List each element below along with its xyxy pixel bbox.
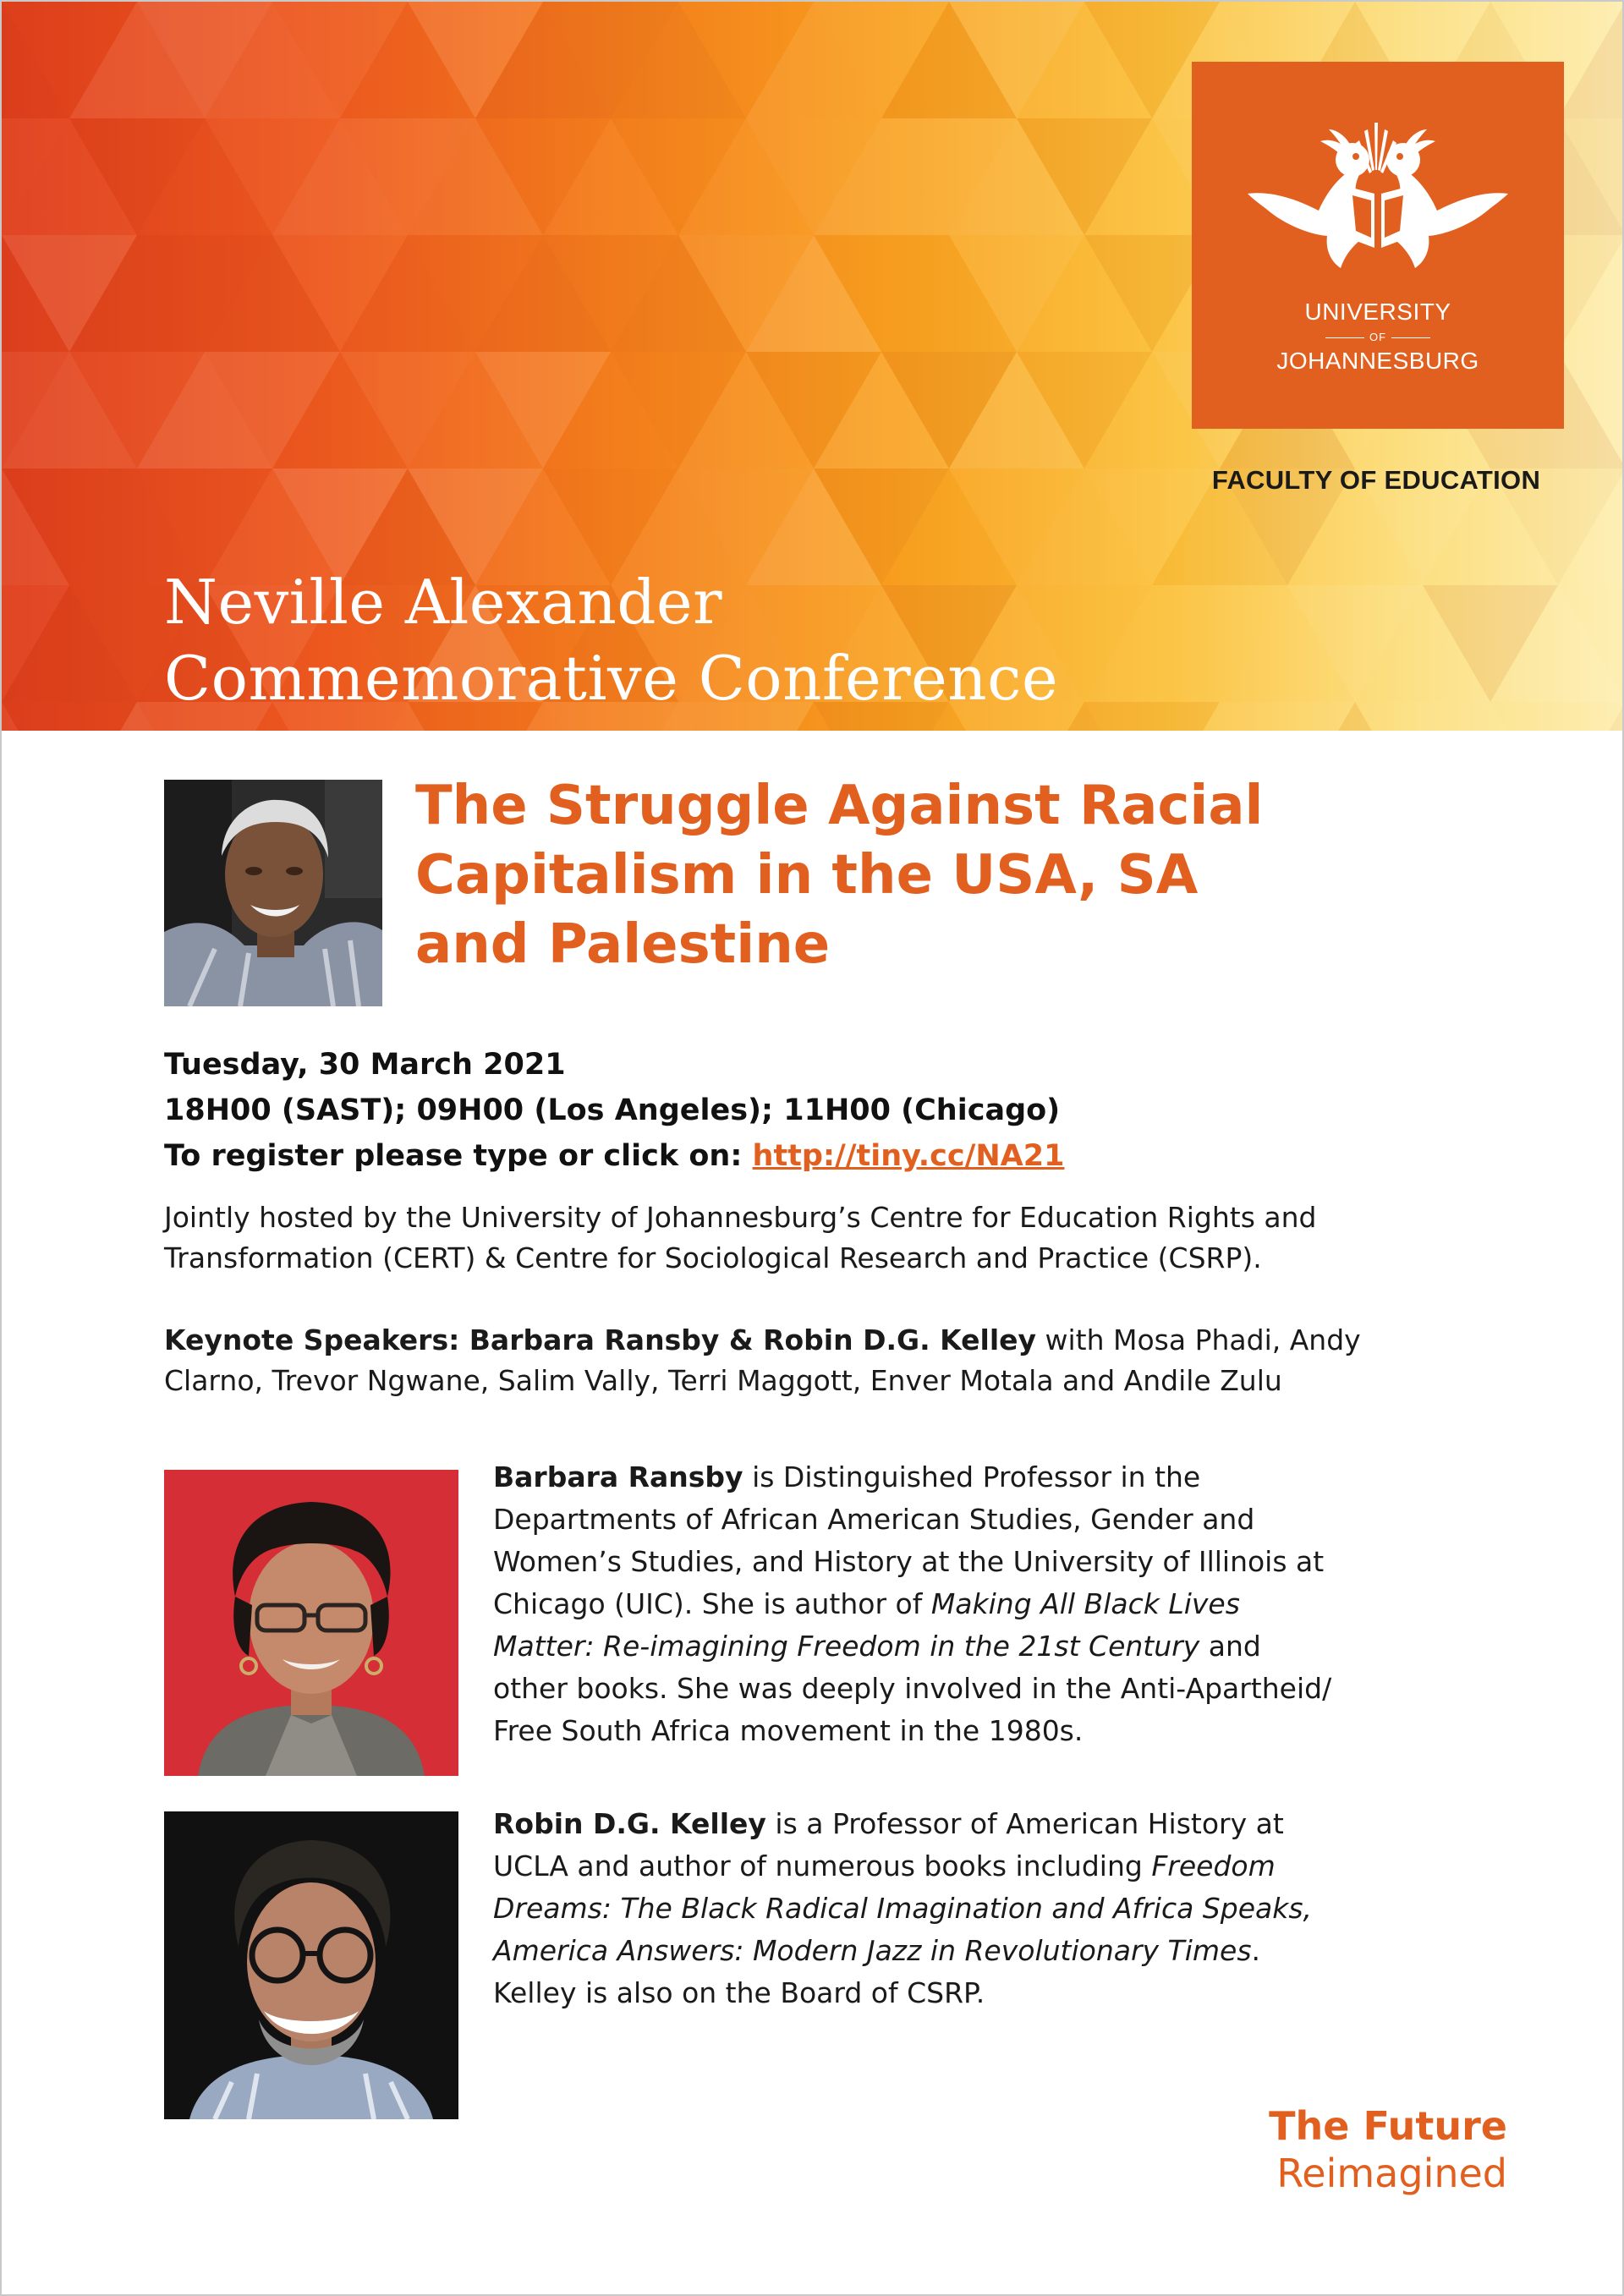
keynote-speakers (164, 1320, 1382, 1401)
conference-title-line2: Commemorative Conference (164, 643, 1059, 714)
book-title: Freedom Dreams: The Black Radical Imagination and Africa Speaks, America Answers: Modern Jazz in Revolutionary Times (493, 1849, 1313, 1967)
event-title-line1: The Struggle Against Racial (415, 775, 1264, 837)
header-banner (2, 2, 1624, 731)
uj-birds-emblem-icon (1248, 112, 1508, 282)
bio-barbara-ransby (493, 1456, 1339, 1752)
event-date: Tuesday, 30 March 2021 (164, 1048, 566, 1082)
register-line (164, 1133, 1517, 1179)
book-title: Making All Black Lives Matter: Re-imagining Freedom in the 21st Century (493, 1587, 1240, 1663)
conference-title (164, 564, 1058, 716)
barbara-ransby-photo (164, 1470, 458, 1776)
university-logo (1192, 62, 1564, 429)
event-details (164, 1042, 1517, 1179)
bio-text: and other books. She was deeply involved in the Anti-Apartheid/ Free South Africa movement in the 1980s. (493, 1630, 1332, 1747)
neville-alexander-photo (164, 780, 382, 1006)
speaker-name: Barbara Ransby (493, 1460, 743, 1493)
logo-text-johannesburg: JOHANNESBURG (1276, 348, 1479, 374)
event-title (415, 771, 1532, 979)
speaker-name: Robin D.G. Kelley (493, 1807, 766, 1840)
bio-text: is Distinguished Professor in the Departments of African American Studies, Gender and Women’s Studies, and History at the University of Illinois at Chicago (UIC). She is author of (493, 1460, 1325, 1620)
footer-tagline (1220, 2102, 1507, 2197)
faculty-label: FACULTY OF EDUCATION (1211, 465, 1541, 495)
conference-title-line1: Neville Alexander (164, 567, 723, 638)
register-link[interactable]: http://tiny.cc/NA21 (752, 1139, 1065, 1173)
event-title-line2: Capitalism in the USA, SA (415, 844, 1199, 907)
tagline-line1: The Future (1269, 2103, 1507, 2149)
register-label: To register please type or click on: (164, 1139, 753, 1173)
hosted-by-text: Jointly hosted by the University of Johannesburg’s Centre for Education Rights and Transformation (CERT) & Centre for Sociological Research and Practice (CSRP). (164, 1201, 1317, 1274)
robin-kelley-photo (164, 1811, 458, 2119)
bio-text: . Kelley is also on the Board of CSRP. (493, 1934, 1261, 2009)
bio-text: is a Professor of American History at UCLA and author of numerous books including (493, 1807, 1284, 1882)
logo-text-university: UNIVERSITY (1304, 299, 1451, 325)
event-title-line3: and Palestine (415, 913, 831, 976)
event-times: 18H00 (SAST); 09H00 (Los Angeles); 11H00 (Chicago) (164, 1093, 1061, 1127)
keynote-label: Keynote Speakers: Barbara Ransby & Robin D.G. Kelley (164, 1323, 1037, 1356)
keynote-others: with Mosa Phadi, Andy Clarno, Trevor Ngwane, Salim Vally, Terri Maggott, Enver Motala and Andile Zulu (164, 1323, 1361, 1397)
tagline-line2: Reimagined (1276, 2151, 1507, 2196)
logo-text-of: OF (1192, 331, 1564, 343)
bio-robin-kelley (493, 1803, 1339, 2014)
